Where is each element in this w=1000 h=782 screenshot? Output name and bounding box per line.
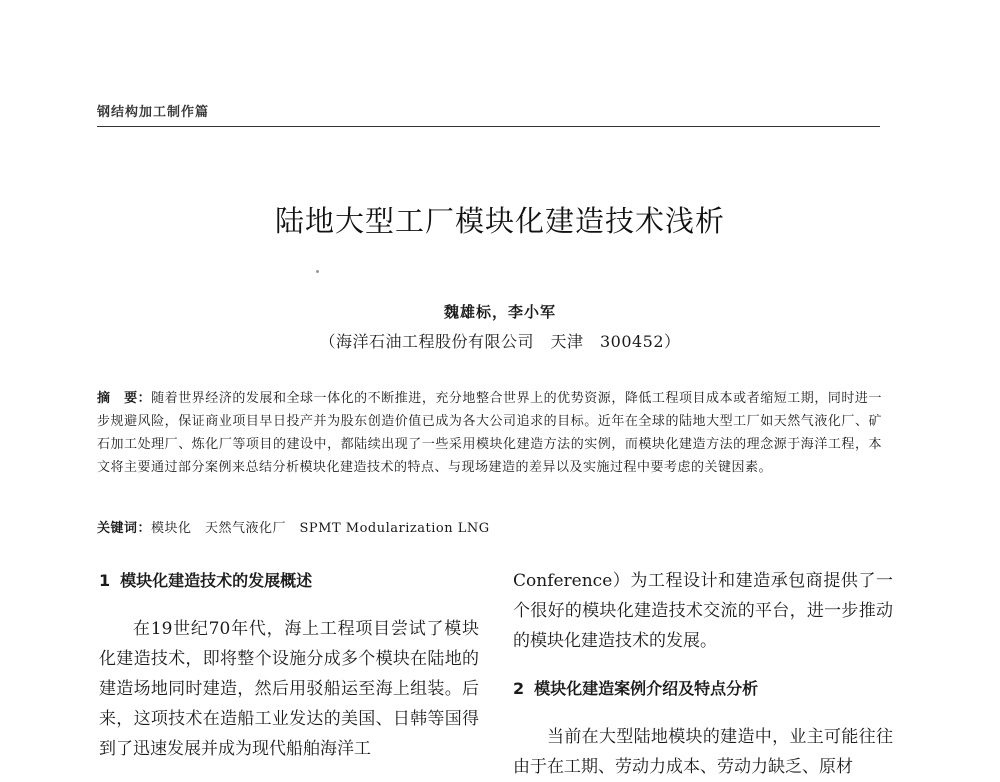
continued-paragraph: Conference）为工程设计和建造承包商提供了一个很好的模块化建造技术交流的平台，进一步推动的模块化建造技术的发展。 — [513, 571, 893, 651]
section-1-paragraph: 在19世纪70年代，海上工程项目尝试了模块化建造技术，即将整个设施分成多个模块在陆地的建造场地同时建造，然后用驳船运至海上组装。后来，这项技术在造船工业发达的美国、日韩等国得到了迅速发展并成为现代船舶海洋工 — [99, 619, 479, 759]
scan-speck — [316, 270, 319, 273]
section-2-heading — [513, 674, 893, 704]
header-rule — [97, 126, 880, 127]
section-2-paragraph: 当前在大型陆地模块的建造中，业主可能往往由于在工期、劳动力成本、劳动力缺乏、原材 — [513, 727, 893, 777]
abstract — [97, 387, 882, 479]
left-column — [99, 566, 479, 764]
section-1-heading — [99, 566, 479, 596]
abstract-label: 摘 要： — [97, 391, 152, 406]
section-tag: 钢结构加工制作篇 — [97, 105, 210, 120]
section-2-title: 模块化建造案例介绍及特点分析 — [534, 679, 759, 698]
section-1-number: 1 — [99, 571, 111, 590]
article-title: 陆地大型工厂模块化建造技术浅析 — [274, 204, 725, 238]
keywords-text: 模块化 天然气液化厂 SPMT Modularization LNG — [151, 521, 490, 536]
right-column — [513, 566, 893, 782]
abstract-text: 随着世界经济的发展和全球一体化的不断推进，充分地整合世界上的优势资源，降低工程项目成本或者缩短工期，同时进一步规避风险，保证商业项目早日投产并为股东创造价值已成为各大公司追求的目标。近年在全球的陆地大型工厂如天然气液化厂、矿石加工处理厂、炼化厂等项目的建设中，都陆续出现了一些采用模块化建造方法的实例，而模块化建造方法的理念源于海洋工程，本文将主要通过部分案例来总结分析模块化建造技术的特点、与现场建造的差异以及实施过程中要考虑的关键因素。 — [97, 391, 882, 475]
section-2-number: 2 — [513, 679, 525, 698]
keywords-label: 关键词： — [97, 521, 152, 536]
article-authors: 魏雄标，李小军 — [443, 303, 556, 321]
article-affiliation: （海洋石油工程股份有限公司 天津 300452） — [319, 332, 681, 351]
keywords — [97, 517, 882, 536]
section-1-title: 模块化建造技术的发展概述 — [120, 571, 313, 590]
